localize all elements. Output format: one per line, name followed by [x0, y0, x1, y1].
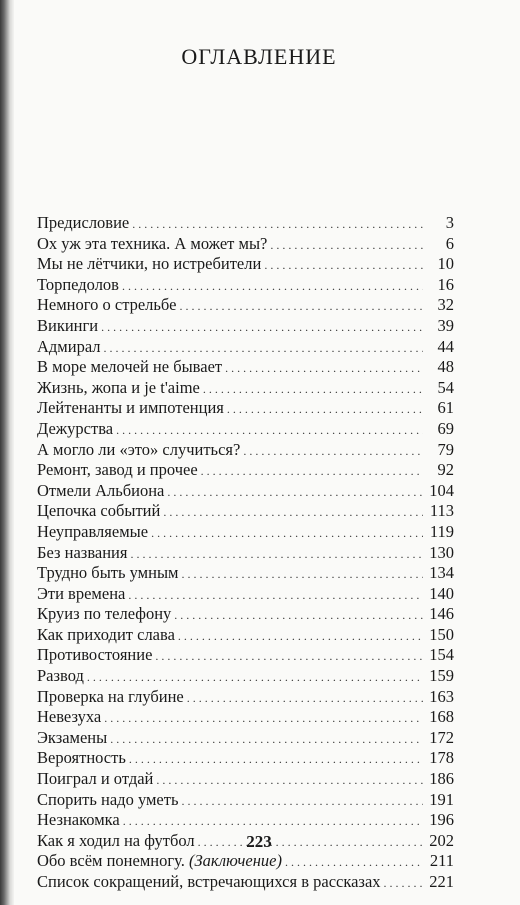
book-spine-shadow: [0, 0, 14, 905]
toc-dot-leader: [110, 729, 423, 749]
toc-entry-title: Эти времена: [37, 583, 126, 603]
table-of-contents: [37, 213, 454, 893]
toc-entry-page: 92: [437, 460, 454, 480]
toc-dot-leader: [104, 708, 423, 728]
toc-entry: [37, 254, 454, 275]
toc-entry-page: 119: [429, 521, 454, 541]
toc-entry-title: Мы не лётчики, но истребители: [37, 254, 262, 274]
toc-dot-leader: [123, 811, 423, 831]
toc-dot-leader: [163, 502, 423, 522]
toc-dot-leader: [264, 255, 423, 275]
toc-dot-leader: [155, 646, 423, 666]
toc-entry-title: Викинги: [37, 315, 99, 335]
toc-entry-page: 134: [429, 563, 454, 583]
toc-entry: [37, 666, 454, 687]
toc-entry: [37, 872, 454, 893]
toc-entry-title: Адмирал: [37, 336, 101, 356]
toc-dot-leader: [167, 482, 423, 502]
toc-entry-title: Предисловие: [37, 213, 130, 232]
toc-entry-title: Как приходит слава: [37, 624, 175, 644]
toc-entry-page: 32: [437, 295, 454, 315]
toc-dot-leader: [181, 564, 423, 584]
toc-entry: [37, 604, 454, 625]
toc-entry-title: Вероятность: [37, 748, 126, 768]
toc-entry-page: 79: [437, 439, 454, 459]
toc-dot-leader: [101, 317, 423, 337]
toc-dot-leader: [203, 379, 423, 399]
toc-dot-leader: [87, 667, 423, 687]
toc-entry-page: 6: [445, 233, 454, 253]
toc-entry: [37, 584, 454, 605]
toc-entry-page: 154: [429, 645, 454, 665]
toc-entry-title: Спорить надо уметь: [37, 789, 179, 809]
page-title: ОГЛАВЛЕНИЕ: [181, 44, 337, 69]
toc-entry: [37, 295, 454, 316]
toc-entry-title: Незнакомка: [37, 810, 120, 830]
toc-entry-title: Торпедолов: [37, 274, 119, 294]
toc-entry-title: Круиз по телефону: [37, 604, 172, 624]
toc-entry-page: 10: [437, 254, 454, 274]
toc-entry-title: Поиграл и отдай: [37, 769, 154, 789]
toc-dot-leader: [174, 605, 423, 625]
toc-entry-title: Жизнь, жопа и je t'aime: [37, 377, 200, 397]
toc-entry-title: Лейтенанты и импотенция: [37, 398, 224, 418]
toc-entry-page: 202: [429, 830, 454, 850]
toc-entry-title: Без названия: [37, 542, 128, 562]
toc-entry-page: 39: [437, 315, 454, 335]
toc-entry-page: 130: [429, 542, 454, 562]
toc-entry: [37, 501, 454, 522]
toc-dot-leader: [225, 358, 423, 378]
toc-entry: [37, 378, 454, 399]
book-page: [14, 0, 520, 905]
toc-entry: [37, 337, 454, 358]
toc-entry: [37, 851, 454, 872]
toc-entry-page: 61: [437, 398, 454, 418]
toc-entry-page: 196: [429, 810, 454, 830]
toc-entry-title: Неуправляемые: [37, 521, 149, 541]
toc-entry-page: 221: [429, 872, 454, 891]
toc-entry: [37, 481, 454, 502]
toc-entry: [37, 275, 454, 296]
toc-entry-page: 186: [429, 769, 454, 789]
toc-dot-leader: [151, 523, 423, 543]
toc-entry-page: 146: [429, 604, 454, 624]
toc-dot-leader: [116, 420, 423, 440]
toc-entry-page: 44: [437, 336, 454, 356]
toc-entry-title: Дежурства: [37, 418, 114, 438]
toc-entry-title: Экзамены: [37, 727, 108, 747]
toc-entry: [37, 790, 454, 811]
toc-entry: [37, 687, 454, 708]
toc-entry-title: Обо всём понемногу. (Заключение): [37, 851, 282, 871]
toc-entry: [37, 543, 454, 564]
toc-entry-page: 211: [429, 851, 454, 871]
toc-entry-page: 191: [429, 789, 454, 809]
toc-entry-title: А могло ли «это» случиться?: [37, 439, 241, 459]
toc-entry: [37, 728, 454, 749]
toc-entry-page: 150: [429, 624, 454, 644]
toc-entry-page: 163: [429, 686, 454, 706]
toc-entry: [37, 234, 454, 255]
toc-entry-page: 16: [437, 274, 454, 294]
toc-entry-page: 48: [437, 357, 454, 377]
toc-dot-leader: [187, 688, 423, 708]
toc-entry-page: 54: [437, 377, 454, 397]
toc-entry-page: 172: [429, 727, 454, 747]
toc-entry-page: 69: [437, 418, 454, 438]
toc-entry-page: 104: [429, 480, 454, 500]
toc-entry-page: 140: [429, 583, 454, 603]
toc-entry-title: В море мелочей не бывает: [37, 357, 223, 377]
toc-entry-page: 168: [429, 707, 454, 727]
toc-entry-title: Список сокращений, встречающихся в рассказах: [37, 872, 381, 891]
toc-dot-leader: [201, 461, 423, 481]
toc-entry: [37, 707, 454, 728]
toc-entry: [37, 398, 454, 419]
toc-dot-leader: [181, 791, 423, 811]
toc-entry-title: Ремонт, завод и прочее: [37, 460, 198, 480]
toc-entry: [37, 625, 454, 646]
toc-entry-title: Противостояние: [37, 645, 153, 665]
toc-entry: [37, 419, 454, 440]
toc-entry: [37, 748, 454, 769]
toc-entry-title: Трудно быть умным: [37, 563, 179, 583]
toc-entry-title: Как я ходил на футбол: [37, 830, 195, 850]
toc-entry-title: Развод: [37, 666, 84, 686]
toc-entry-page: 113: [429, 501, 454, 521]
toc-dot-leader: [130, 544, 423, 564]
toc-dot-leader: [132, 214, 423, 234]
toc-dot-leader: [104, 338, 423, 358]
toc-entry: [37, 522, 454, 543]
toc-dot-leader: [270, 235, 423, 255]
toc-entry: [37, 460, 454, 481]
toc-entry-page: 178: [429, 748, 454, 768]
page-number: 223: [246, 832, 272, 851]
toc-entry: [37, 563, 454, 584]
toc-entry-title-italic: (Заключение): [188, 851, 282, 871]
toc-dot-leader: [227, 399, 423, 419]
toc-dot-leader: [156, 770, 423, 790]
toc-dot-leader: [179, 296, 423, 316]
toc-dot-leader: [243, 441, 423, 461]
toc-entry-title: Невезуха: [37, 707, 102, 727]
toc-entry-title: Проверка на глубине: [37, 686, 184, 706]
toc-entry-title: Отмели Альбиона: [37, 480, 165, 500]
toc-entry-page: 159: [429, 666, 454, 686]
toc-entry: [37, 213, 454, 234]
toc-entry: [37, 645, 454, 666]
toc-dot-leader: [285, 852, 423, 872]
toc-dot-leader: [122, 276, 423, 296]
toc-entry-title: Цепочка событий: [37, 501, 161, 521]
toc-entry: [37, 316, 454, 337]
toc-entry: [37, 769, 454, 790]
toc-entry: [37, 810, 454, 831]
toc-dot-leader: [128, 585, 423, 605]
toc-entry-title: Немного о стрельбе: [37, 295, 177, 315]
toc-dot-leader: [129, 749, 423, 769]
toc-dot-leader: [384, 873, 423, 893]
toc-entry-page: 3: [445, 213, 454, 232]
toc-entry-title: Ох уж эта техника. А может мы?: [37, 233, 268, 253]
toc-entry: [37, 440, 454, 461]
toc-entry: [37, 357, 454, 378]
toc-dot-leader: [178, 626, 423, 646]
